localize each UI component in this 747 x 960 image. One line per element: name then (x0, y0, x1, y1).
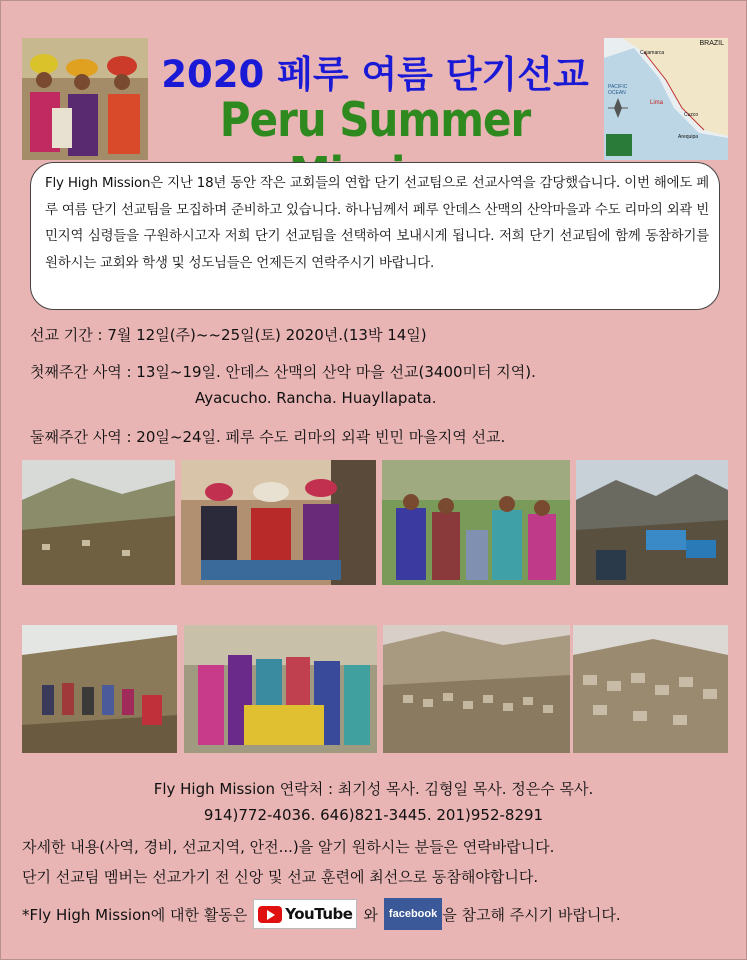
youtube-badge[interactable] (253, 899, 357, 929)
social-and: 와 (363, 905, 378, 924)
facebook-label: facebook (388, 908, 438, 920)
photo-mountain-village (22, 460, 175, 585)
photo-andean-children (22, 38, 148, 160)
photo-women-group (184, 625, 377, 753)
photo-slum-valley (383, 625, 570, 753)
facebook-badge[interactable] (384, 898, 442, 930)
week1-places: Ayacucho. Rancha. Huayllapata. (195, 389, 437, 407)
map-label-arequipa: Arequipa (678, 134, 699, 140)
contact-info-note: 자세한 내용(사역, 경비, 선교지역, 안전...)을 알기 원하시는 분들은 연락바랍니다. (22, 838, 555, 856)
youtube-play-icon (258, 906, 282, 923)
mission-period: 선교 기간 : 7월 12일(주)~~25일(토) 2020년.(13박 14일) (30, 326, 427, 344)
map-label-brazil: BRAZIL (699, 40, 724, 47)
peru-map (604, 38, 728, 160)
map-label-cuzco: Cuzco (684, 112, 699, 118)
photo-hillside-houses (573, 625, 728, 753)
training-note: 단기 선교팀 멤버는 선교가기 전 신앙 및 선교 훈련에 최선으로 동참해야합니다. (22, 868, 539, 886)
title-korean: 2020 페루 여름 단기선교 (161, 53, 589, 96)
social-suffix: 을 참고해 주시기 바랍니다. (442, 905, 621, 924)
contact-phones: 914)772-4036. 646)821-3445. 201)952-8291 (203, 806, 544, 824)
intro-box (30, 162, 720, 310)
photo-children-group (382, 460, 570, 585)
week2-ministry: 둘째주간 사역 : 20일~24일. 페루 수도 리마의 외곽 빈민 마을지역 선교. (30, 428, 506, 446)
week1-ministry: 첫째주간 사역 : 13일~19일. 안데스 산맥의 산악 마을 선교(3400미터 지역). (30, 363, 536, 381)
social-prefix: *Fly High Mission에 대한 활동은 (22, 905, 248, 924)
map-label-cajamarca: Cajamarca (640, 50, 665, 56)
photo-women-children (181, 460, 376, 585)
map-label-lima: Lima (650, 100, 664, 106)
title-english: Peru Summer (219, 92, 531, 147)
intro-text: Fly High Mission은 지난 18년 동안 작은 교회들의 연합 단기 선교팀으로 선교사역을 감당했습니다. 이번 해에도 페루 여름 단기 선교팀을 모집하며 준비하고 있습니다. 하나님께서 페루 안데스 산맥의 산악마을과 수도 리마의 외곽 빈민지역 심령들을 구원하시고자 저희 단기 선교팀을 선택하여 보내시게 됩니다. 저희 단기 선교팀에 함께 동참하기를 원하시는 교회와 학생 및 성도님들은 언제든지 연락주시기 바랍니다. (45, 176, 709, 271)
map-label-ocean: PACIFIC OCEAN (608, 84, 628, 96)
photo-hillside-group (22, 625, 177, 753)
contact-pastors: Fly High Mission 연락처 : 최기성 목사. 김형일 목사. 정은수 목사. (153, 780, 594, 798)
social-links (22, 898, 621, 930)
youtube-label: YouTube (285, 905, 353, 923)
photo-market-tents (576, 460, 728, 585)
